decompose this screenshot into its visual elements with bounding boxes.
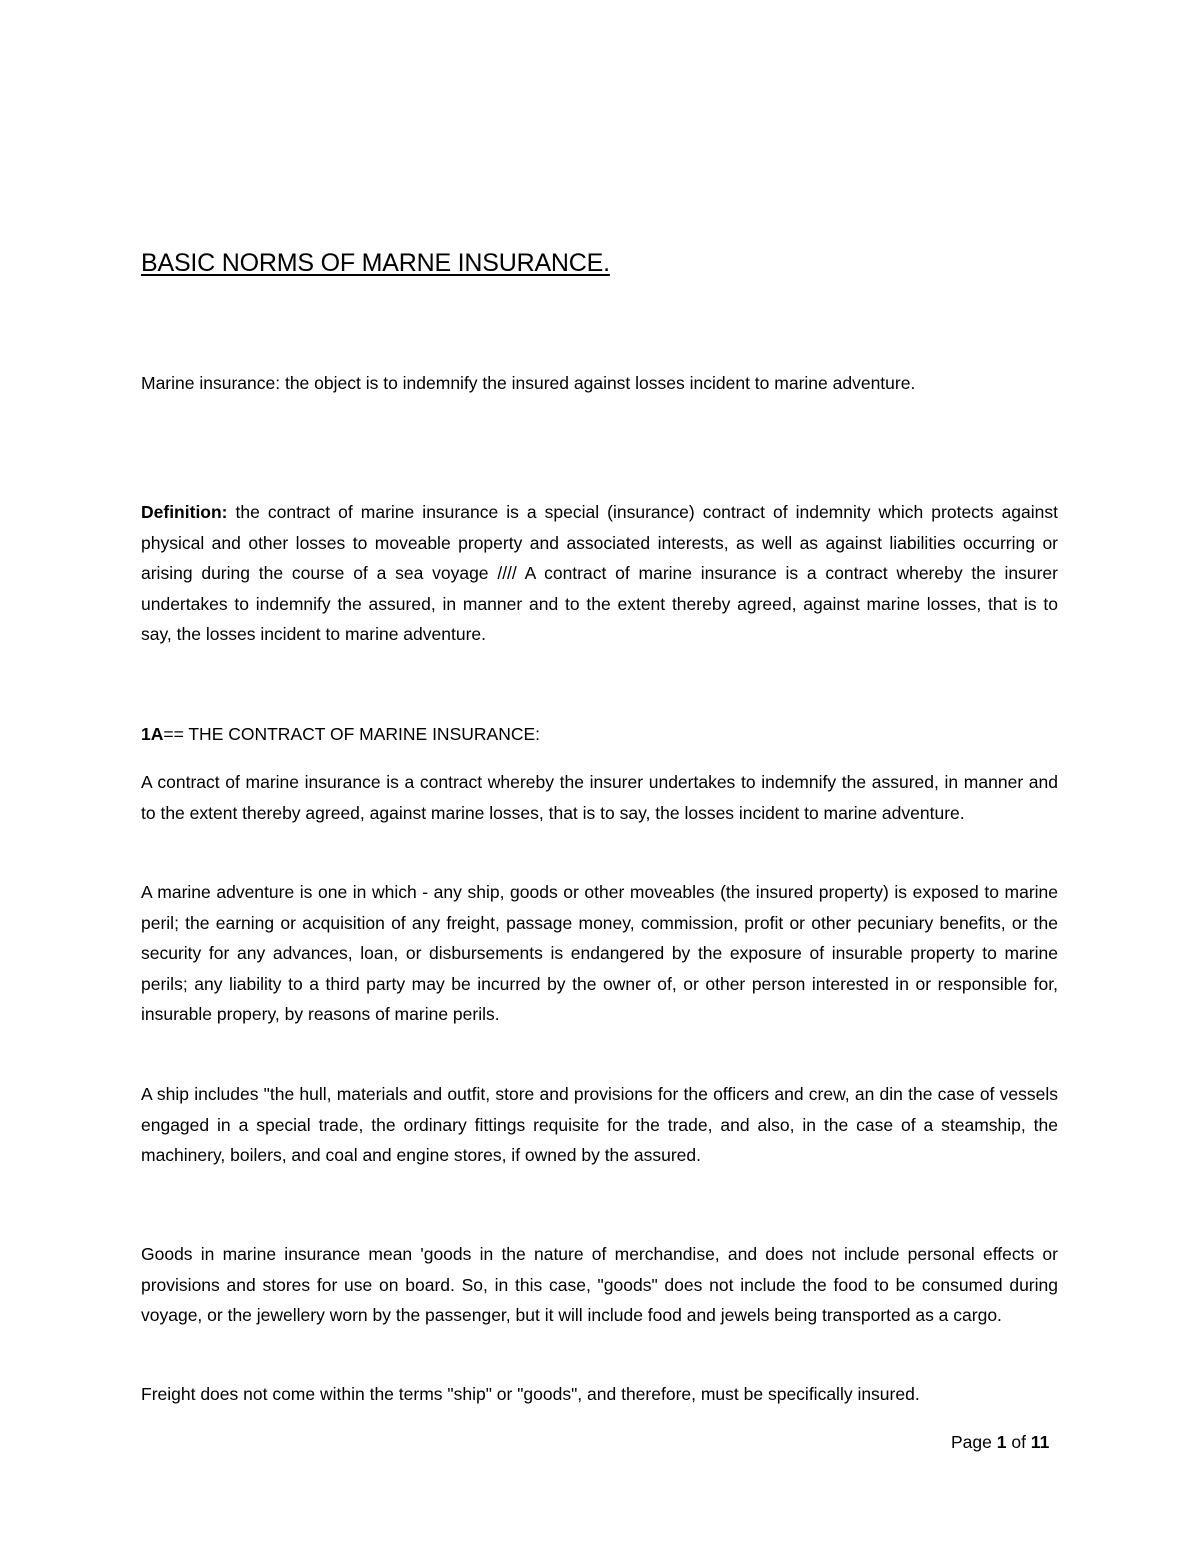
intro-paragraph: Marine insurance: the object is to indemnify the insured against losses incident to marine adventure. bbox=[141, 373, 916, 393]
ship-paragraph: A ship includes "the hull, materials and outfit, store and provisions for the officers and crew, an din the case of vessels engaged in a special trade, the ordinary fittings requisite for the trade, and also, in the case of a steamship, the machinery, boilers, and coal and engine stores, if owned by the assured. bbox=[141, 1084, 1058, 1165]
page-number-footer bbox=[951, 1432, 1049, 1453]
adventure-paragraph: A marine adventure is one in which - any ship, goods or other moveables (the insured property) is exposed to marine peril; the earning or acquisition of any freight, passage money, commission, profit or other pecuniary benefits, or the security for any advances, loan, or disbursements is endangered by the exposure of insurable property to marine perils; any liability to a third party may be incurred by the owner of, or other person interested in or responsible for, insurable propery, by reasons of marine perils. bbox=[141, 882, 1058, 1024]
page-label: Page bbox=[951, 1432, 997, 1452]
definition-label: Definition: bbox=[141, 502, 228, 522]
definition-text: the contract of marine insurance is a special (insurance) contract of indemnity which protects against physical and other losses to moveable property and associated interests, as well as against liabilities occurring or arising during the course of a sea voyage //// A contract of marine insurance is a contract whereby the insurer undertakes to indemnify the assured, in manner and to the extent thereby agreed, against marine losses, that is to say, the losses incident to marine adventure. bbox=[141, 502, 1058, 644]
goods-paragraph: Goods in marine insurance mean 'goods in the nature of merchandise, and does not include personal effects or provisions and stores for use on board. So, in this case, "goods" does not include the food to be consumed during voyage, or the jewellery worn by the passenger, but it will include food and jewels being transported as a cargo. bbox=[141, 1244, 1058, 1325]
contract-paragraph: A contract of marine insurance is a contract whereby the insurer undertakes to indemnify the assured, in manner and to the extent thereby agreed, against marine losses, that is to say, the losses incident to marine adventure. bbox=[141, 772, 1058, 823]
freight-paragraph: Freight does not come within the terms "ship" or "goods", and therefore, must be specifically insured. bbox=[141, 1384, 920, 1404]
current-page-number: 1 bbox=[996, 1432, 1007, 1452]
section-1a-heading bbox=[141, 719, 1058, 750]
total-pages-number: 11 bbox=[1030, 1432, 1050, 1452]
section-1a-number: 1A bbox=[141, 724, 164, 744]
document-title: BASIC NORMS OF MARNE INSURANCE. bbox=[141, 249, 610, 277]
definition-paragraph bbox=[141, 497, 1058, 650]
page-of-label: of bbox=[1006, 1432, 1031, 1452]
section-1a-title: == THE CONTRACT OF MARINE INSURANCE: bbox=[163, 724, 541, 744]
